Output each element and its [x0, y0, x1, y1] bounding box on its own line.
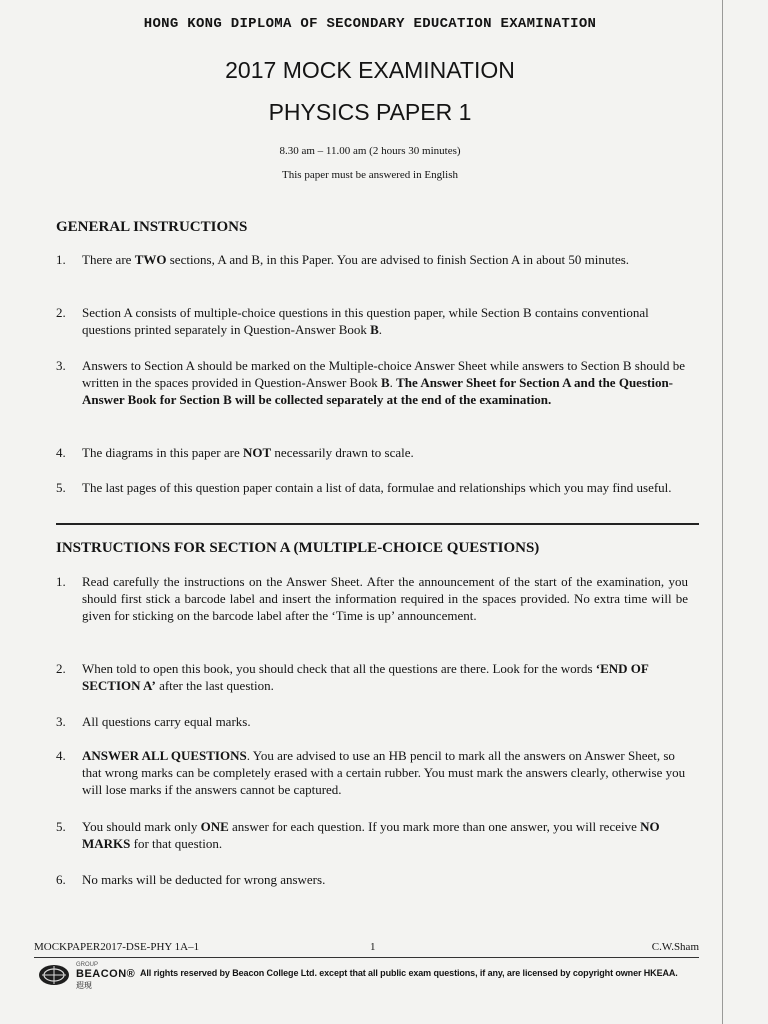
item-number: 5.: [56, 480, 66, 495]
item-bold-text: NOT: [243, 445, 272, 460]
item-text: .: [378, 322, 383, 337]
item-bold-text: ANSWER ALL QUESTIONS: [82, 748, 247, 763]
exam-time: 8.30 am – 11.00 am (2 hours 30 minutes): [279, 145, 461, 157]
item-bold-text: TWO: [134, 252, 167, 267]
item-text: The diagrams in this paper are: [82, 445, 243, 460]
item-text: Section A consists of multiple-choice questions in this question paper, while Section B contains conventional questions printed separately in Question-Answer Book: [82, 305, 649, 337]
item-number: 6.: [56, 872, 66, 887]
copyright-notice: All rights reserved by Beacon College Ltd. except that all public exam questions, if any, are licensed by copyright owner HKEAA.: [140, 968, 678, 978]
item-number: 1.: [56, 574, 66, 589]
beacon-logo: [36, 962, 136, 988]
section-a-item-6: [56, 871, 688, 888]
general-item-4: [56, 444, 688, 461]
item-text: . You are advised to use an HB pencil to mark all the answers on Answer Sheet, so that wrong marks can be completely erased with a certain rubber. You must mark the answers clearly, otherwise you will lose marks if the answers cannot be captured.: [82, 748, 686, 797]
beacon-emblem-icon: [36, 964, 72, 986]
item-text: for that question.: [130, 836, 223, 851]
language-note: This paper must be answered in English: [282, 169, 458, 181]
section-a-heading: INSTRUCTIONS FOR SECTION A (MULTIPLE-CHOICE QUESTIONS): [56, 540, 540, 556]
section-a-item-2: [56, 660, 688, 694]
item-number: 4.: [56, 748, 66, 763]
item-text: There are: [82, 252, 135, 267]
item-number: 4.: [56, 445, 66, 460]
logo-group-text: GROUP: [76, 962, 99, 968]
exam-name: HONG KONG DIPLOMA OF SECONDARY EDUCATION EXAMINATION: [143, 16, 597, 32]
item-text: Read carefully the instructions on the Answer Sheet. After the announcement of the start of the examination, you should first stick a barcode label and insert the information required in the spaces provided. No extra time will be given for sticking on the barcode label after the ‘Time is up’ announcement.: [82, 574, 688, 623]
item-text: Answers to Section A should be marked on the Multiple-choice Answer Sheet while answers to Section B should be written in the spaces provided in Question-Answer Book: [82, 358, 685, 390]
item-number: 3.: [56, 714, 66, 729]
paper-title: PHYSICS PAPER 1: [268, 99, 472, 125]
item-number: 3.: [56, 358, 66, 373]
item-text: sections, A and B, in this Paper. You are advised to finish Section A in about 50 minutes.: [166, 252, 630, 267]
item-number: 1.: [56, 252, 66, 267]
item-text: .: [389, 375, 397, 390]
item-number: 2.: [56, 661, 66, 676]
section-a-item-1: [56, 573, 688, 624]
section-divider: [56, 523, 699, 525]
item-text: When told to open this book, you should check that all the questions are there. Look for the words: [82, 661, 596, 676]
item-text: answer for each question. If you mark more than one answer, you will receive: [228, 819, 641, 834]
item-bold-text: ‘END OF SECTION A’: [82, 661, 649, 693]
item-bold-text: NO MARKS: [82, 819, 660, 851]
logo-beacon-text: BEACON®: [76, 968, 136, 980]
general-item-1: [56, 251, 688, 268]
item-number: 5.: [56, 819, 66, 834]
exam-title: 2017 MOCK EXAMINATION: [225, 57, 515, 83]
section-a-item-5: [56, 818, 688, 852]
item-text: All questions carry equal marks.: [82, 714, 251, 729]
general-item-2: [56, 304, 688, 338]
author-name: C.W.Sham: [651, 941, 699, 953]
item-text: You should mark only: [82, 819, 201, 834]
item-text: The last pages of this question paper contain a list of data, formulae and relationships which you may find useful.: [82, 480, 672, 495]
general-item-5: [56, 479, 688, 496]
item-bold-text: B: [370, 322, 379, 337]
general-instructions-heading: GENERAL INSTRUCTIONS: [56, 219, 248, 235]
logo-chinese-text: 遐現: [76, 981, 92, 990]
section-a-item-4: [56, 747, 688, 798]
item-text: after the last question.: [155, 678, 274, 693]
item-bold-text: ONE: [200, 819, 229, 834]
item-bold-text: B: [380, 375, 390, 390]
item-bold-text: The Answer Sheet for Section A and the Question-Answer Book for Section B will be collected separately at the end of the examination.: [82, 375, 673, 407]
item-number: 2.: [56, 305, 66, 320]
item-text: No marks will be deducted for wrong answers.: [82, 872, 326, 887]
general-item-3: [56, 357, 688, 408]
section-a-item-3: [56, 713, 688, 730]
page-number: 1: [370, 941, 376, 953]
footer-divider: [34, 957, 699, 958]
item-text: necessarily drawn to scale.: [271, 445, 414, 460]
paper-code: MOCKPAPER2017-DSE-PHY 1A–1: [34, 941, 200, 953]
